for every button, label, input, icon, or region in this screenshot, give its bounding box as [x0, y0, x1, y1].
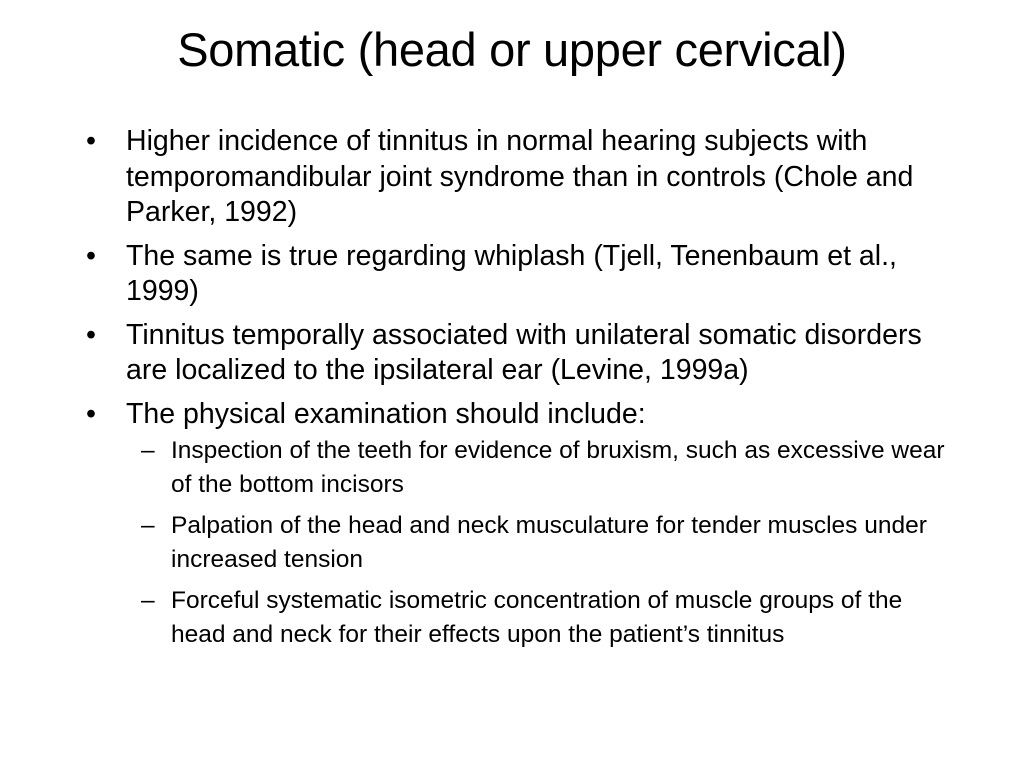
bullet-text: The same is true regarding whiplash (Tjell, Tenenbaum et al., 1999) [126, 239, 897, 307]
sub-bullet-marker: – [141, 512, 155, 539]
bullet-text: Tinnitus temporally associated with unilateral somatic disorders are localized to the ipsilateral ear (Levine, 1999a) [126, 318, 922, 386]
slide-title: Somatic (head or upper cervical) [177, 23, 847, 76]
bullet-marker: • [86, 125, 96, 157]
bullet-item-ipsilateral [82, 318, 952, 389]
bullet-marker: • [86, 318, 96, 351]
sub-bullet-item-isometric [126, 584, 952, 652]
bullet-text: Higher incidence of tinnitus in normal hearing subjects with temporomandibular joint syndrome than in controls (Chole and Parker, 1992) [126, 125, 914, 228]
bullet-marker: • [86, 397, 96, 430]
bullet-item-whiplash [82, 239, 952, 310]
sub-bullet-text: Forceful systematic isometric concentration of muscle groups of the head and neck for their effects upon the patient’s tinnitus [171, 587, 903, 648]
bullet-list [82, 124, 952, 652]
sub-bullet-text: Inspection of the teeth for evidence of bruxism, such as excessive wear of the bottom incisors [171, 437, 945, 498]
bullet-text: The physical examination should include: [126, 397, 646, 430]
bullet-marker: • [86, 239, 96, 272]
sub-bullet-list [126, 434, 952, 652]
slide-content [82, 124, 952, 659]
bullet-item-tmj-incidence [82, 124, 952, 231]
sub-bullet-item-teeth [126, 434, 952, 502]
sub-bullet-marker: – [141, 587, 155, 614]
sub-bullet-text: Palpation of the head and neck musculature for tender muscles under increased tension [171, 512, 927, 573]
sub-bullet-marker: – [141, 437, 155, 464]
bullet-item-physical-exam [82, 397, 952, 653]
sub-bullet-item-palpation [126, 509, 952, 577]
